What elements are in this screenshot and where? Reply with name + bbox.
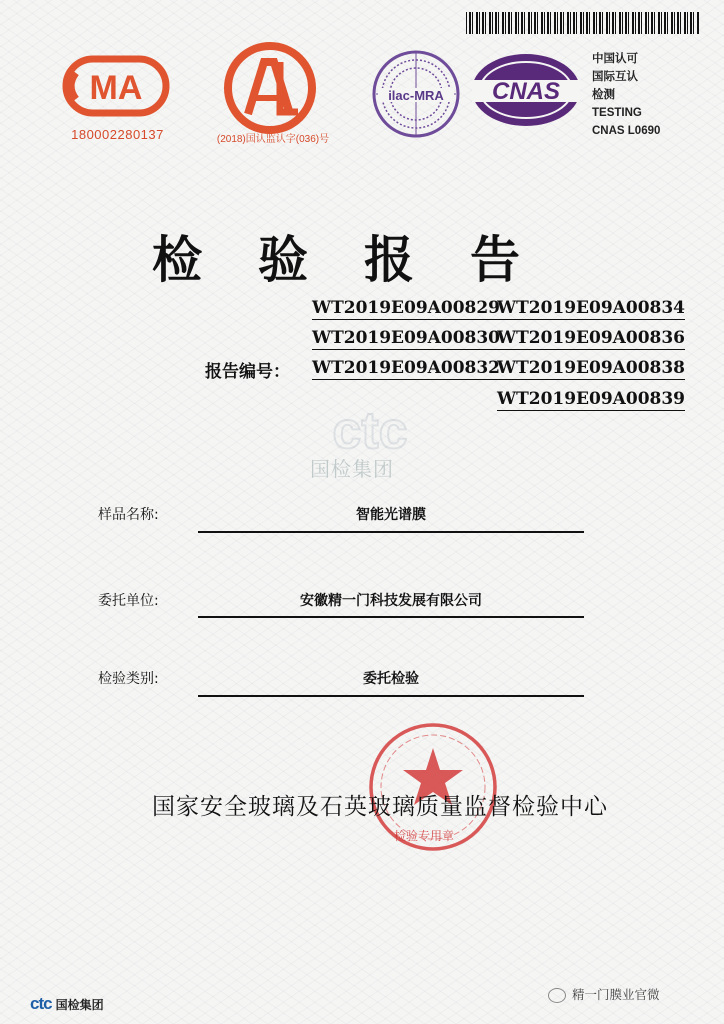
issuing-center-name: 国家安全玻璃及石英玻璃质量监督检验中心 [152, 794, 608, 820]
group-name: 国检集团 [55, 998, 104, 1012]
wechat-account-name: 精一门膜业官微 [572, 987, 660, 1002]
cnas-line-5: CNAS L0690 [592, 125, 661, 137]
wechat-icon [548, 988, 566, 1003]
barcode [466, 12, 700, 34]
inspection-type-value: 委托检验 [363, 671, 419, 687]
ctc-footer-logo [30, 994, 104, 1014]
cnas-line-3: 检测 [592, 89, 615, 101]
report-number: WT2019E09A00838 [497, 358, 686, 378]
report-number: WT2019E09A00834 [497, 298, 686, 318]
inspection-type-label: 检验类别: [98, 671, 159, 687]
page-title: 检验报告 [152, 230, 576, 289]
report-number: WT2019E09A00832 [312, 358, 501, 378]
report-number: WT2019E09A00829 [312, 298, 501, 318]
wechat-watermark [548, 985, 660, 1003]
report-number: WT2019E09A00830 [312, 328, 501, 348]
svg-text:ctc: ctc [332, 402, 408, 460]
report-number: WT2019E09A00839 [497, 389, 686, 409]
report-number-label: 报告编号： [205, 362, 290, 382]
sample-name-value: 智能光谱膜 [356, 507, 426, 523]
cma-logo [62, 55, 170, 117]
svg-text:MA: MA [89, 69, 143, 107]
cnas-logo [470, 52, 582, 128]
client-value: 安徽精一门科技发展有限公司 [300, 593, 482, 609]
cnas-line-1: 中国认可 [592, 53, 638, 65]
cnas-accreditation-text [592, 50, 660, 140]
cnas-line-2: 国际互认 [592, 71, 638, 83]
seal-label: 检验专用章 [394, 829, 455, 843]
sample-name-label: 样品名称: [98, 507, 159, 523]
ctc-logo-text: ctc [30, 994, 52, 1013]
report-number: WT2019E09A00836 [497, 328, 686, 348]
cma-code: 180002280137 [71, 127, 164, 142]
cal-logo [218, 42, 322, 138]
field-underline [198, 695, 584, 697]
cal-code: (2018)国认监认字(036)号 [216, 134, 330, 145]
ilac-mra-logo [372, 48, 460, 140]
field-underline [198, 531, 584, 533]
watermark-text: 国检集团 [310, 459, 394, 481]
field-underline [198, 616, 584, 618]
svg-text:ilac-MRA: ilac-MRA [388, 88, 444, 103]
client-label: 委托单位: [98, 593, 159, 609]
cnas-line-4: TESTING [592, 107, 642, 119]
svg-text:CNAS: CNAS [491, 78, 561, 105]
